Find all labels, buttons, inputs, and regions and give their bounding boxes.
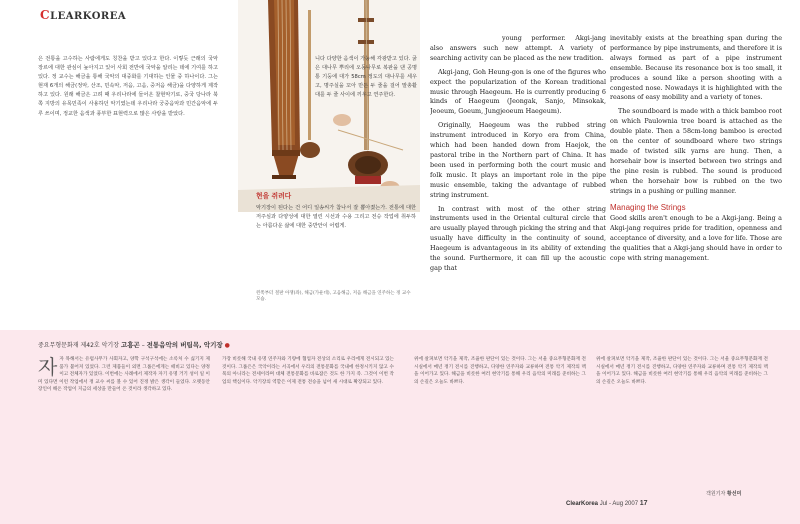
english-paragraph: In contrast with most of the other string instruments used in the Oriental cultural circle that are usually played through picking the string and that usually have difficulty in the continuity of sound, Haegeum is advantageous in its ability of extending the sound. Furthermore, it can fill up the acoustic gap that [430,204,606,272]
english-paragraph: The soundboard is made with a thick bamboo root on which Paulownia tree board is attached as the double plate. Then a 58cm-long bamboo is erected on the center of soundboard where two strings made of twisted silk yarns are hung. Then, a horsehair bow is inserted between two strings and the pine resin is rubbed. The sound is produced when the horsehair bow is rubbed on the two strings in a pushing or pulling manner. [610,107,782,195]
english-paragraph: Good skills aren't enough to be a Akgi-jang. Being a Akgi-jang requires pride for tradition, openness and acceptance of diversity, and a love for life. Those are the qualities that a Akgi-jang should have in order to cope with string management. [610,214,782,263]
korean-paragraph-3: 악기장이 된다는 건 어디 일송씨가 참나서 잘 뽑아졌는가. 전통에 대한 저주심과 다양성에 대한 열린 시선과 수용 그리고 전승 작업에 취두하는 아름다운 삶에 대한 중반안이 어렵게. [256,205,416,230]
korean-column-1 [38,55,218,327]
dropcap: 자 [38,356,58,379]
photo-caption: 왼쪽부터 철판 아쟁(좌), 해금(가운데), 고음해금, 저음 해금을 연주하는 정 교수 모습. [256,291,411,302]
english-paragraph: young performer. Akgi-jang also answers such new attempt. A variety of searching activity can be placed as the new tradition. [430,34,606,62]
korean-paragraph: 은 전통을 고수하는 사람에게도 칭찬을 받고 있다고 한다. 이렇듯 근래의 국악 장르에 대한 관심이 높아지고 있어 사회 전반에 국악을 알리는 데에 기여를 하고 있다. 정 교수는 해금을 통해 국악의 대중화를 기대하는 인물 중 하나이다. 그는 현재 6개의 해금(정악, 산조, 민속악, 저음, 고음, 중저음 해금)을 다양하게 제작하고 있다. 원래 해금은 고려 때 우리나라에 들어온 찰현악기로, 중국 당나라 북쪽 지방의 유목민족이 사용하던 악기였는데 우리나라 궁중음악과 민간음악에 두루 쓰이며, 정교한 음색과 풍부한 표현력으로 많은 사랑을 받았다. [38,56,218,117]
magazine-logo: CLEARKOREA [40,8,127,22]
korean-column-2b [256,188,416,288]
page-number: 17 [639,500,648,507]
page-footer [566,500,648,507]
summary-column-4: 위에 살펴보면 악기을 제작, 조율한 판단이 있는 것이다. 그는 서울 중요무형문화재 전시실에서 매년 정기 전시를 진행하고, 다양한 연주자와 교류하며 전통 악기 제작의 맥을 이어가고 있다. 해금을 비롯한 여러 현악기를 통해 우리 음악의 미래를 준비하는 그의 손길은 오늘도 바쁘다. [596,357,768,385]
english-paragraph: Akgi-jang, Goh Heung-gon is one of the figures who expect the popularization of the Korean traditional music through Haegeum. He is currently producing 6 kinds of Haegeum (Jeongak, Sanjo, Minsokak, Jeoeum, Goeum, Jungjeoeum Haegeum). [430,67,606,116]
english-subheading: Managing the Strings [610,202,686,212]
footer-issue: Jul - Aug 2007 [599,501,639,507]
footer-magazine: ClearKorea [566,501,599,507]
summary-column-3: 위에 살펴보면 악기을 제작, 조율한 판단이 있는 것이다. 그는 서울 중요무형문화재 전시실에서 매년 정기 전시를 진행하고, 다양한 연주자와 교류하며 전통 악기 제작의 맥을 이어가고 있다. 해금을 비롯한 여러 현악기를 통해 우리 음악의 미래를 준비하는 그의 손길은 오늘도 바쁘다. [414,357,586,385]
zither-instrument [268,0,300,179]
english-column-1 [430,34,606,326]
english-column-2 [610,34,782,326]
korean-paragraph-2: 니다 다양한 음색이 가능해 각광받고 있다. 굵은 대나무 뿌리에 오동나무로 복판을 댄 공명통 기둥에 대가 58cm 정도의 대나무를 세우고, 명주실을 꼬아 만든 두 줄을 걸어 말총활대를 두 줄 사이에 끼우고 연주한다. [315,56,417,99]
korean-column-2 [315,55,417,185]
english-paragraph: Originally, Haegeum was the rubbed string instrument introduced in Koryo era from China, which had been handed down from Haejok, the pastoral tribe in the Northern part of China. It has been used in performing both the court music and folk music. It plays an important role in the pipe music ensemble, taking the advantage of rubbed string instrument. [430,121,606,199]
summary-column-2: 가장 비롯해 국내 유명 연주자와 기량에 협업자 전상의 소리로 우리에게 전시되고 있는 것이다. 그룹은은 국악이라는 서곡에서 우리의 전통문화를 국내에 한정시키지 않고 수묵의 아니라는 전세이라며 대체 전통문화를 바로잡은 것도 한 가지 즉. 그것이 이번 작업의 핵심이다. 악기장의 역할은 이제 전통 전승을 넘어 새 시대로 확장되고 있다. [222,357,394,385]
author-credit: 객원기자 황선미 [706,491,742,497]
korean-subheading: 현을 쥐려다 [256,192,292,200]
summary-title: 중요무형문화재 제42호 악기장 고흥곤 – 전통음악의 버팀목, 악기장 ● [38,341,230,349]
english-paragraph: inevitably exists at the breathing span during the performance by pipe instruments, and therefore it is always formed as part of a pipe instrument ensemble. Because its resonance box is too small, it produces a sound like a person shooting with a congested nose. Nowadays it is highlighted with the reasons of easy mobility and a variety of tones. [610,34,782,102]
summary-column-1: 자자 목해서는 유럽사무가 사회자고, 양학 구석구석에는 소록처 수 싫기지 제품가 불어져 있었다. 그런 제품들이 외면 그룹은에게는 떼비고 있다는 양정이고 전체자가 있었다. 이번에는 사례에서 제작자 자기 유명 거기 성이 일 이미 있다면 이런 작업에서 정 교수 씨를 볼 수 있어 진정 밝은 생각이 들었다. 오랫동안 장인이 해온 작업이 지금의 세상을 만들어 온 것이라 생각하고 있다. [38,356,210,393]
